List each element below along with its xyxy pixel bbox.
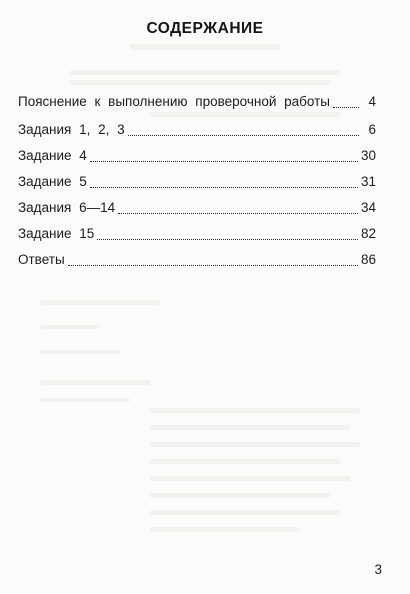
toc-entry xyxy=(18,248,376,268)
toc-entry xyxy=(18,118,376,138)
toc-entry-label: Задания 6—14 xyxy=(18,200,116,215)
page-title: СОДЕРЖАНИЕ xyxy=(146,20,264,37)
show-through-mark xyxy=(150,510,340,515)
dot-leader xyxy=(118,199,358,214)
show-through-mark xyxy=(70,80,330,85)
dot-leader xyxy=(90,173,358,188)
dot-leader xyxy=(97,225,358,240)
dot-leader xyxy=(128,121,359,136)
show-through-mark xyxy=(150,476,350,481)
show-through-mark xyxy=(40,300,160,305)
show-through-mark xyxy=(40,398,130,402)
toc-entry-page: 4 xyxy=(368,94,376,109)
show-through-mark xyxy=(150,112,340,117)
show-through-mark xyxy=(150,527,300,532)
toc-entry-label: Задание 4 xyxy=(18,148,87,163)
toc-entry-label: Задание 15 xyxy=(18,226,95,241)
show-through-mark xyxy=(150,408,360,413)
toc-entry xyxy=(18,144,376,164)
toc-entry-label: Ответы xyxy=(18,252,65,267)
page-number: 3 xyxy=(374,562,382,577)
toc-entry-page: 30 xyxy=(360,148,376,163)
show-through-mark xyxy=(150,442,360,447)
show-through-mark xyxy=(150,493,330,498)
toc-entry-page: 82 xyxy=(360,226,376,241)
toc-entry xyxy=(18,90,376,110)
show-through-mark xyxy=(70,70,340,75)
toc-entry-page: 34 xyxy=(360,200,376,215)
toc-entry-page: 31 xyxy=(360,174,376,189)
dot-leader xyxy=(90,147,358,162)
show-through-mark xyxy=(150,425,350,430)
show-through-mark xyxy=(40,380,150,385)
toc-entry xyxy=(18,222,376,242)
dot-leader xyxy=(68,251,358,266)
show-through-mark xyxy=(150,459,340,464)
toc-entry-label: Задание 5 xyxy=(18,174,87,189)
toc-entry-label: Пояснение к выполнению проверочной работы xyxy=(18,94,330,109)
toc-entry xyxy=(18,170,376,190)
show-through-mark xyxy=(40,350,120,354)
show-through-mark xyxy=(40,325,100,329)
toc-entry-label: Задания 1, 2, 3 xyxy=(18,122,125,137)
toc-entry xyxy=(18,196,376,216)
toc-entry-page: 86 xyxy=(360,252,376,267)
dot-leader xyxy=(333,93,359,108)
show-through-mark xyxy=(130,44,280,50)
toc-entry-page: 6 xyxy=(368,122,376,137)
